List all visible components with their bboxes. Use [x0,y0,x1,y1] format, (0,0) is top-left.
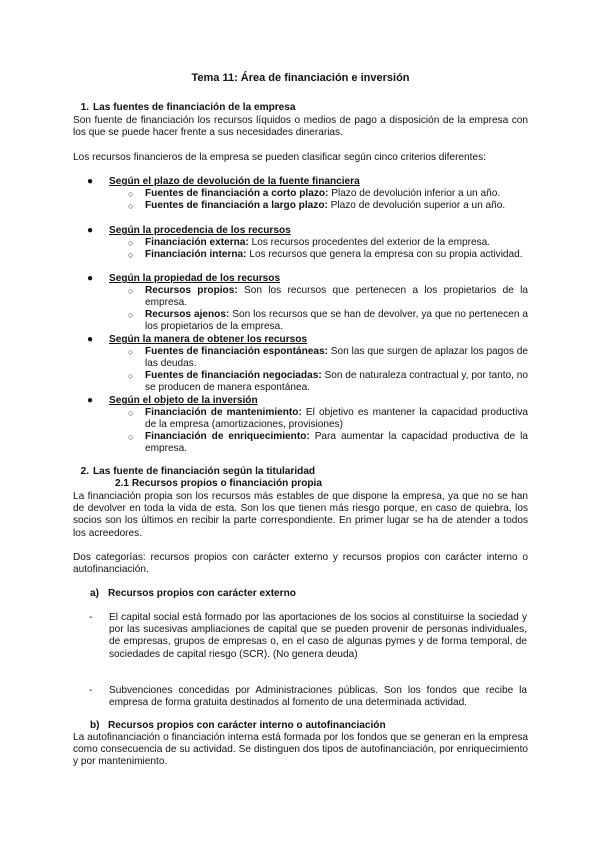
subitem-desc: El objetivo es mantener la capacidad productiva de la empresa (amortizaciones, provisiones) [145,407,529,431]
subitem-term: Financiación externa: [145,237,249,248]
subitem-term: Fuentes de financiación negociadas: [145,370,322,381]
section-2-paragraph-3: La autofinanciación o financiación interna está formada por los fondos que se generan en la empresa como consecuencia de su actividad. Se distinguen dos tipos de autofinanciación, por enriquecimiento y por mantenimiento. [73,732,528,768]
subitem-term: Financiación interna: [145,249,247,260]
circle-bullet-icon: ○ [128,250,134,260]
subitem-term: Fuentes de financiación a largo plazo: [145,200,328,211]
dash-bullet-icon: - [89,685,93,696]
section-2-title: Las fuente de financiación según la titularidad [93,466,316,477]
section-2-heading [73,466,315,478]
subheading-a-title: Recursos propios con carácter externo [108,588,296,599]
subheading-b-letter: b) [90,720,100,731]
subheading-a [90,588,296,600]
circle-bullet-icon: ○ [128,201,134,211]
criterion-label: Según el plazo de devolución de la fuente financiera [109,176,360,187]
section-2-number: 2. [80,466,89,477]
section-1-number: 1. [80,102,89,113]
subitem-term: Recursos ajenos: [145,309,230,320]
subitem-desc: Para aumentar la capacidad productiva de la empresa. [145,431,528,455]
dash-item-text: Subvenciones concedidas por Administraciones públicas. Son los fondos que recibe la empresa de forma gratuita destinados al fomento de una determinada actividad. [109,685,527,709]
criterion-label: Según el objeto de la inversión [109,395,258,406]
criterion-label: Según la propiedad de los recursos [109,273,281,284]
circle-bullet-icon: ○ [128,408,134,418]
section-2-paragraph-1: La financiación propia son los recursos más estables de que dispone la empresa, ya que no se han de devolver en toda la vida de esta. Son los que tienen más riesgo porque, en caso de quiebra, los socios son los últimos en recibir la parte correspondiente. En primer lugar se ha de atender a todos los acreedores. [73,491,528,539]
dash-item-text: El capital social está formado por las aportaciones de los socios al constituirse la sociedad y por las sucesivas ampliaciones de capital que se pueden provenir de personas individuales, de empresas, grupos de empresas o, en el caso de algunas pymes y de forma temporal, de sociedades de capital riesgo (SCR). (No genera deuda) [109,612,527,660]
circle-bullet-icon: ○ [128,347,134,357]
subitem-term: Fuentes de financiación espontáneas: [145,346,328,357]
criterion-label: Según la procedencia de los recursos [109,225,291,236]
bullet-icon: ● [87,395,94,406]
subitem-term: Fuentes de financiación a corto plazo: [145,188,329,199]
bullet-icon: ● [87,176,94,187]
subheading-b-title: Recursos propios con carácter interno o autofinanciación [108,720,386,731]
section-1-heading [73,102,296,114]
subitem-term: Recursos propios: [145,285,238,296]
bullet-icon: ● [87,334,94,345]
circle-bullet-icon: ○ [128,432,134,442]
page-title: Tema 11: Área de financiación e inversión [191,72,410,84]
criteria-intro: Los recursos financieros de la empresa se pueden clasificar según cinco criterios diferentes: [73,152,486,163]
criterion-label: Según la manera de obtener los recursos [109,334,308,345]
subheading-a-letter: a) [90,588,99,599]
subitem-desc: Son de naturaleza contractual y, por tanto, no se producen de manera espontánea. [145,370,529,394]
circle-bullet-icon: ○ [128,189,134,199]
circle-bullet-icon: ○ [128,238,134,248]
subitem-term: Financiación de mantenimiento: [145,407,302,418]
subsection-2-1-heading: 2.1 Recursos propios o financiación propia [115,478,322,489]
section-2-paragraph-2: Dos categorías: recursos propios con carácter externo y recursos propios con carácter interno o autofinanciación. [73,552,528,576]
bullet-icon: ● [87,273,94,284]
dash-bullet-icon: - [89,612,93,623]
circle-bullet-icon: ○ [128,286,134,296]
circle-bullet-icon: ○ [128,371,134,381]
subheading-b [90,720,386,732]
subitem-desc: Son los recursos que pertenecen a los propietarios de la empresa. [145,285,528,309]
bullet-icon: ● [87,225,94,236]
subitem-desc: Los recursos que genera la empresa con su propia actividad. [249,249,523,260]
subitem-desc: Son los recursos que se han de devolver, ya que no pertenecen a los propietarios de la empresa. [145,309,528,333]
subitem-term: Financiación de enriquecimiento: [145,431,310,442]
subitem-desc: Plazo de devolución inferior a un año. [331,188,501,199]
circle-bullet-icon: ○ [128,310,134,320]
subitem-desc: Plazo de devolución superior a un año. [330,200,506,211]
section-1-intro: Son fuente de financiación los recursos líquidos o medios de pago a disposición de la empresa con los que se puede hacer frente a sus necesidades dinerarias. [73,115,528,139]
subitem-desc: Los recursos procedentes del exterior de la empresa. [251,237,491,248]
subitem-desc: Son las que surgen de aplazar los pagos de las deudas. [145,346,529,370]
section-1-title: Las fuentes de financiación de la empresa [93,102,296,113]
